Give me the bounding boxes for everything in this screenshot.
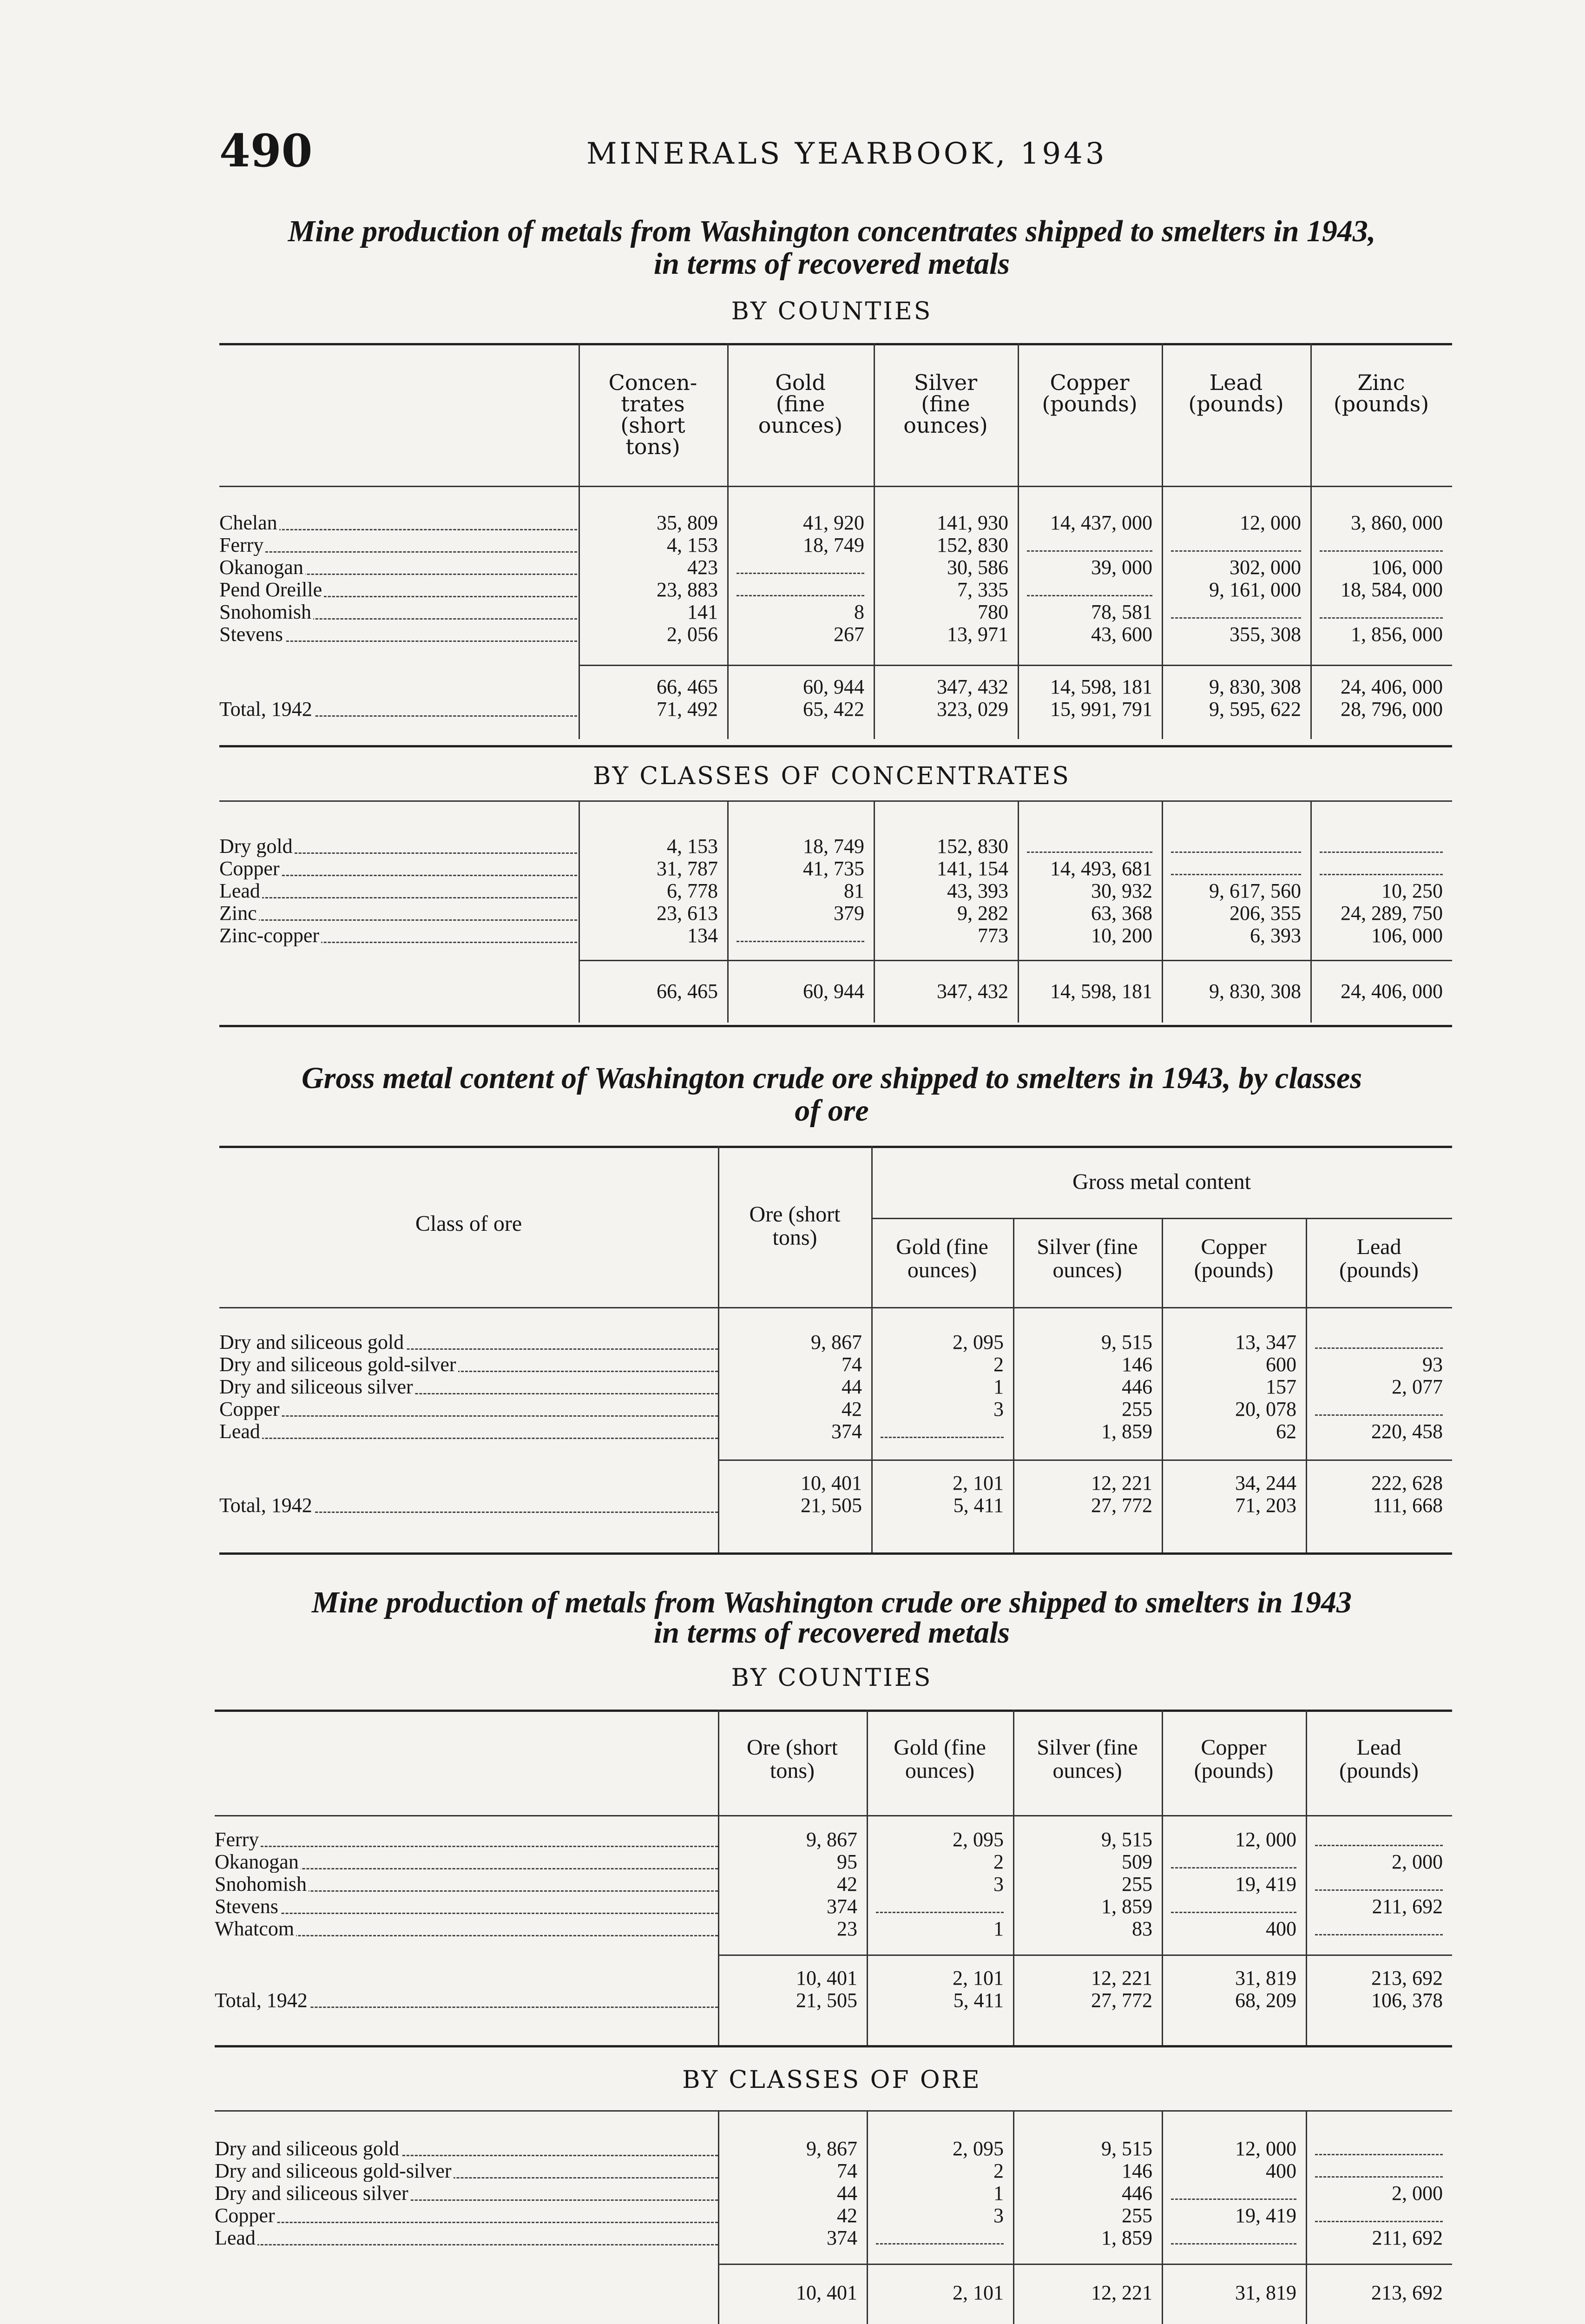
row-label <box>215 1896 718 1917</box>
table-cell: 10, 250 <box>1381 879 1443 902</box>
table-cell: 2, 095 <box>953 1828 1004 1851</box>
table-cell: 2 <box>993 2159 1004 2182</box>
table-title: in terms of recovered metals <box>653 1616 1010 1650</box>
row-label <box>219 1399 718 1420</box>
rule-line <box>219 1552 1452 1555</box>
table-cell: 19, 419 <box>1235 2204 1296 2227</box>
row-label-text: Snohomish <box>215 1874 309 1895</box>
row-label <box>215 1829 718 1850</box>
table-cell: 18, 749 <box>803 835 864 858</box>
table-cell: 95 <box>837 1850 857 1873</box>
table-cell: 374 <box>827 2226 857 2249</box>
table-title: Gross metal content of Washington crude ore shipped to smelters in 1943, by classes <box>301 1061 1362 1095</box>
table-cell: 9, 830, 308 <box>1209 675 1301 698</box>
table-cell: 379 <box>834 902 864 924</box>
table-cell: 27, 772 <box>1091 1494 1152 1517</box>
table-cell: 63, 368 <box>1091 902 1152 924</box>
column-header: Copper (pounds) <box>1194 1235 1274 1282</box>
empty-cell-leader <box>1027 852 1152 853</box>
empty-cell-leader <box>1315 1845 1443 1846</box>
table-cell: 14, 493, 681 <box>1050 857 1152 880</box>
table-cell: 2, 000 <box>1392 1850 1443 1873</box>
empty-cell-leader <box>1315 1347 1443 1349</box>
row-label <box>215 2183 718 2204</box>
empty-cell-leader <box>1171 550 1301 552</box>
rule-line <box>219 745 1452 747</box>
table-title: Mine production of metals from Washington concentrates shipped to smelters in 1943, <box>288 214 1376 248</box>
row-label <box>215 2138 718 2159</box>
table-cell: 255 <box>1122 1873 1152 1895</box>
table-cell: 423 <box>687 556 718 579</box>
table-cell: 2, 095 <box>953 2137 1004 2160</box>
row-label-text: Lead <box>215 2227 257 2249</box>
table-cell: 6, 393 <box>1250 924 1301 947</box>
row-label <box>219 858 577 879</box>
row-label <box>219 836 577 857</box>
column-header: Lead (pounds) <box>1188 370 1284 416</box>
row-label-text: Dry and siliceous silver <box>215 2183 410 2204</box>
table-cell: 35, 809 <box>657 511 718 534</box>
table-cell: 600 <box>1266 1353 1296 1376</box>
table-cell: 400 <box>1266 1917 1296 1940</box>
table-cell: 106, 000 <box>1371 556 1443 579</box>
table-cell: 347, 432 <box>937 675 1008 698</box>
row-label <box>219 903 577 924</box>
dot-leader <box>219 919 577 921</box>
row-label-text: Total, 1942 <box>219 1495 314 1516</box>
row-label-text: Zinc <box>219 903 259 924</box>
table-cell: 10, 401 <box>796 2281 857 2304</box>
row-label-text: Dry and siliceous gold-silver <box>219 1354 458 1375</box>
row-label <box>215 1851 718 1873</box>
empty-cell-leader <box>1315 1414 1443 1416</box>
column-header: Gross metal content <box>1072 1169 1251 1194</box>
table-cell: 6, 778 <box>667 879 718 902</box>
section-subheading: BY COUNTIES <box>731 1664 933 1692</box>
row-label <box>215 2227 718 2249</box>
table-cell: 255 <box>1122 1398 1152 1420</box>
table-cell: 2, 095 <box>953 1331 1004 1353</box>
row-label-text: Stevens <box>219 624 285 645</box>
table-cell: 93 <box>1422 1353 1443 1376</box>
table-cell: 13, 971 <box>947 623 1008 646</box>
table-cell: 2, 101 <box>953 1472 1004 1494</box>
table-cell: 106, 000 <box>1371 924 1443 947</box>
dot-leader <box>219 897 577 898</box>
table-cell: 267 <box>834 623 864 646</box>
row-label-text: Zinc-copper <box>219 925 321 946</box>
empty-cell-leader <box>1171 874 1301 875</box>
table-cell: 31, 787 <box>657 857 718 880</box>
empty-cell-leader <box>1320 874 1443 875</box>
table-cell: 81 <box>844 879 864 902</box>
row-label-text: Okanogan <box>219 557 305 578</box>
table-cell: 2, 101 <box>953 2281 1004 2304</box>
table-cell: 10, 401 <box>801 1472 862 1494</box>
table-cell: 42 <box>837 1873 857 1895</box>
section-subheading: BY CLASSES OF ORE <box>682 2066 981 2094</box>
table-cell: 24, 406, 000 <box>1341 980 1443 1003</box>
table-cell: 12, 000 <box>1235 2137 1296 2160</box>
row-label <box>219 601 577 623</box>
table-cell: 3, 860, 000 <box>1351 511 1443 534</box>
table-cell: 9, 830, 308 <box>1209 980 1301 1003</box>
table-cell: 1, 856, 000 <box>1351 623 1443 646</box>
row-label <box>219 512 577 534</box>
table-cell: 773 <box>978 924 1008 947</box>
table-cell: 134 <box>687 924 718 947</box>
table-cell: 2, 101 <box>953 1967 1004 1989</box>
table-cell: 9, 515 <box>1101 1828 1152 1851</box>
table-cell: 10, 401 <box>796 1967 857 1989</box>
column-header: Zinc (pounds) <box>1333 370 1429 416</box>
table-cell: 23, 613 <box>657 902 718 924</box>
row-label-text: Lead <box>219 1421 262 1442</box>
table-cell: 2, 000 <box>1392 2182 1443 2205</box>
table-cell: 14, 598, 181 <box>1050 980 1152 1003</box>
empty-cell-leader <box>1027 550 1152 552</box>
table-cell: 222, 628 <box>1371 1472 1443 1494</box>
table-cell: 9, 867 <box>806 2137 857 2160</box>
empty-cell-leader <box>1315 2221 1443 2222</box>
table-cell: 66, 465 <box>657 675 718 698</box>
table-cell: 71, 492 <box>657 698 718 720</box>
rule-line <box>718 1954 1452 1956</box>
table-cell: 106, 378 <box>1371 1989 1443 2012</box>
table-cell: 14, 437, 000 <box>1050 511 1152 534</box>
row-label-text: Copper <box>219 858 282 879</box>
rule-line <box>219 343 1452 345</box>
table-cell: 446 <box>1122 1375 1152 1398</box>
row-label <box>219 925 577 946</box>
table-cell: 43, 600 <box>1091 623 1152 646</box>
table-cell: 62 <box>1276 1420 1296 1443</box>
row-label-text: Dry and siliceous gold-silver <box>215 2160 454 2182</box>
table-cell: 74 <box>842 1353 862 1376</box>
row-label-text: Total, 1942 <box>219 699 314 720</box>
table-cell: 31, 819 <box>1235 2281 1296 2304</box>
section-subheading: BY CLASSES OF CONCENTRATES <box>593 762 1071 790</box>
rule-line <box>215 2110 1452 2112</box>
table-cell: 12, 221 <box>1091 1967 1152 1989</box>
row-label-text: Snohomish <box>219 601 313 623</box>
row-label <box>215 1874 718 1895</box>
table-cell: 323, 029 <box>937 698 1008 720</box>
table-cell: 446 <box>1122 2182 1152 2205</box>
table-cell: 23 <box>837 1917 857 1940</box>
table-cell: 8 <box>854 601 864 623</box>
row-label-text: Dry and siliceous gold <box>219 1332 406 1353</box>
row-label-text: Dry gold <box>219 836 295 857</box>
table-cell: 374 <box>827 1895 857 1918</box>
dot-leader <box>219 551 577 553</box>
table-cell: 44 <box>837 2182 857 2205</box>
table-cell: 12, 000 <box>1235 1828 1296 1851</box>
table-cell: 14, 598, 181 <box>1050 675 1152 698</box>
row-label <box>219 579 577 601</box>
column-header: Copper (pounds) <box>1194 1735 1274 1783</box>
row-label <box>215 2205 718 2226</box>
table-cell: 2, 077 <box>1392 1375 1443 1398</box>
empty-cell-leader <box>1315 1889 1443 1891</box>
table-cell: 509 <box>1122 1850 1152 1873</box>
row-label <box>219 624 577 645</box>
table-cell: 2 <box>993 1850 1004 1873</box>
section-subheading: BY COUNTIES <box>731 297 933 325</box>
row-label <box>219 1421 718 1442</box>
row-label-text: Dry and siliceous silver <box>219 1376 415 1398</box>
table-cell: 9, 867 <box>806 1828 857 1851</box>
table-cell: 4, 153 <box>667 534 718 556</box>
table-cell: 213, 692 <box>1371 1967 1443 1989</box>
column-header: Silver (fine ounces) <box>1037 1235 1138 1282</box>
dot-leader <box>215 1913 718 1914</box>
table-cell: 400 <box>1266 2159 1296 2182</box>
table-cell: 41, 920 <box>803 511 864 534</box>
table-cell: 1, 859 <box>1101 1895 1152 1918</box>
empty-cell-leader <box>1315 2176 1443 2178</box>
dot-leader <box>219 1438 718 1439</box>
table-cell: 9, 515 <box>1101 1331 1152 1353</box>
table-cell: 30, 586 <box>947 556 1008 579</box>
table-cell: 68, 209 <box>1235 1989 1296 2012</box>
table-cell: 111, 668 <box>1373 1494 1443 1517</box>
row-label-text: Dry and siliceous gold <box>215 2138 401 2159</box>
rule-line <box>219 800 1452 802</box>
table-cell: 12, 000 <box>1240 511 1301 534</box>
table-cell: 9, 617, 560 <box>1209 879 1301 902</box>
table-cell: 78, 581 <box>1091 601 1152 623</box>
table-cell: 3 <box>993 1873 1004 1895</box>
table-cell: 220, 458 <box>1371 1420 1443 1443</box>
row-label-text: Okanogan <box>215 1851 301 1873</box>
dot-leader <box>215 2222 718 2223</box>
dot-leader <box>215 1846 718 1847</box>
column-header: Gold (fine ounces) <box>894 1735 986 1783</box>
table-title: of ore <box>795 1094 869 1128</box>
table-cell: 141 <box>687 601 718 623</box>
rule-line <box>219 486 1452 487</box>
table-cell: 23, 883 <box>657 578 718 601</box>
table-cell: 1 <box>993 1917 1004 1940</box>
row-label <box>215 1990 718 2011</box>
column-header: Copper (pounds) <box>1042 370 1138 416</box>
table-cell: 5, 411 <box>953 1494 1004 1517</box>
table-cell: 27, 772 <box>1091 1989 1152 2012</box>
rule-line <box>219 1146 1452 1148</box>
table-cell: 206, 355 <box>1230 902 1301 924</box>
table-cell: 21, 505 <box>796 1989 857 2012</box>
table-cell: 7, 335 <box>957 578 1008 601</box>
rule-line <box>215 1815 1452 1816</box>
rule-line <box>579 960 1452 961</box>
table-cell: 3 <box>993 1398 1004 1420</box>
table-cell: 141, 154 <box>937 857 1008 880</box>
table-cell: 31, 819 <box>1235 1967 1296 1989</box>
rule-line <box>219 1307 1452 1308</box>
table-cell: 374 <box>831 1420 862 1443</box>
running-title: MINERALS YEARBOOK, 1943 <box>586 137 1107 171</box>
table-cell: 3 <box>993 2204 1004 2227</box>
table-cell: 141, 930 <box>937 511 1008 534</box>
row-label <box>219 699 577 720</box>
table-cell: 152, 830 <box>937 534 1008 556</box>
row-label-text: Copper <box>219 1399 282 1420</box>
row-label <box>219 1354 718 1375</box>
table-cell: 146 <box>1122 1353 1152 1376</box>
row-label-text: Chelan <box>219 512 279 534</box>
table-cell: 74 <box>837 2159 857 2182</box>
empty-cell-leader <box>1320 617 1443 619</box>
empty-cell-leader <box>1320 852 1443 853</box>
table-cell: 9, 282 <box>957 902 1008 924</box>
page-header <box>219 125 1455 180</box>
column-header: Lead (pounds) <box>1339 1735 1419 1783</box>
table-cell: 1, 859 <box>1101 2226 1152 2249</box>
table-cell: 42 <box>837 2204 857 2227</box>
row-label-text: Copper <box>215 2205 277 2226</box>
table-cell: 9, 595, 622 <box>1209 698 1301 720</box>
column-header: Ore (short tons) <box>747 1735 838 1783</box>
table-cell: 5, 411 <box>953 1989 1004 2012</box>
table-cell: 15, 991, 791 <box>1050 698 1152 720</box>
column-header: Concen- trates (short tons) <box>608 370 697 459</box>
table-cell: 83 <box>1132 1917 1152 1940</box>
table-cell: 18, 749 <box>803 534 864 556</box>
table-cell: 9, 515 <box>1101 2137 1152 2160</box>
row-label-text: Whatcom <box>215 1918 296 1940</box>
empty-cell-leader <box>1171 617 1301 619</box>
row-label-text: Ferry <box>219 535 265 556</box>
dot-leader <box>215 2244 718 2245</box>
table-cell: 1 <box>993 2182 1004 2205</box>
rule-line <box>579 665 1452 666</box>
row-label <box>219 557 577 578</box>
table-cell: 2, 056 <box>667 623 718 646</box>
row-label-text: Pend Oreille <box>219 579 324 601</box>
rule-line <box>215 2045 1452 2047</box>
table-cell: 42 <box>842 1398 862 1420</box>
row-label <box>215 2160 718 2182</box>
row-label <box>219 1376 718 1398</box>
table-cell: 4, 153 <box>667 835 718 858</box>
row-label <box>219 535 577 556</box>
table-cell: 44 <box>842 1375 862 1398</box>
row-label-text: Ferry <box>215 1829 261 1850</box>
table-cell: 152, 830 <box>937 835 1008 858</box>
table-cell: 9, 867 <box>811 1331 862 1353</box>
table-cell: 146 <box>1122 2159 1152 2182</box>
column-header: Ore (short tons) <box>749 1202 841 1250</box>
rule-line <box>718 2264 1452 2265</box>
table-cell: 255 <box>1122 2204 1152 2227</box>
table-cell: 34, 244 <box>1235 1472 1296 1494</box>
table-title: in terms of recovered metals <box>653 247 1010 281</box>
table-cell: 12, 221 <box>1091 2281 1152 2304</box>
table-cell: 10, 200 <box>1091 924 1152 947</box>
empty-cell-leader <box>1320 550 1443 552</box>
table-cell: 780 <box>978 601 1008 623</box>
table-cell: 347, 432 <box>937 980 1008 1003</box>
table-cell: 2 <box>993 1353 1004 1376</box>
column-header: Silver (fine ounces) <box>903 370 988 438</box>
table-cell: 9, 161, 000 <box>1209 578 1301 601</box>
table-cell: 21, 505 <box>801 1494 862 1517</box>
table-cell: 43, 393 <box>947 879 1008 902</box>
table-cell: 18, 584, 000 <box>1341 578 1443 601</box>
table-cell: 30, 932 <box>1091 879 1152 902</box>
table-cell: 1 <box>993 1375 1004 1398</box>
table-title: Mine production of metals from Washington crude ore shipped to smelters in 1943 <box>311 1585 1352 1619</box>
row-label-text: Lead <box>219 880 262 902</box>
row-label <box>219 880 577 902</box>
rule-line <box>718 1459 1452 1461</box>
table-cell: 213, 692 <box>1371 2281 1443 2304</box>
table-cell: 71, 203 <box>1235 1494 1296 1517</box>
column-header: Lead (pounds) <box>1339 1235 1419 1282</box>
empty-cell-leader <box>1315 1934 1443 1935</box>
table-cell: 12, 221 <box>1091 1472 1152 1494</box>
column-header: Class of ore <box>415 1211 522 1236</box>
empty-cell-leader <box>1171 852 1301 853</box>
table-cell: 24, 289, 750 <box>1341 902 1443 924</box>
table-cell: 60, 944 <box>803 675 864 698</box>
table-cell: 65, 422 <box>803 698 864 720</box>
table-cell: 211, 692 <box>1372 1895 1443 1918</box>
dot-leader <box>219 1415 718 1417</box>
table-cell: 1, 859 <box>1101 1420 1152 1443</box>
row-label <box>219 1332 718 1353</box>
column-header: Gold (fine ounces) <box>758 370 843 438</box>
table-cell: 28, 796, 000 <box>1341 698 1443 720</box>
row-label <box>219 1495 718 1516</box>
table-cell: 20, 078 <box>1235 1398 1296 1420</box>
rule-line <box>219 1025 1452 1027</box>
empty-cell-leader <box>1315 2154 1443 2155</box>
table-cell: 60, 944 <box>803 980 864 1003</box>
table-cell: 19, 419 <box>1235 1873 1296 1895</box>
row-label-text: Stevens <box>215 1896 280 1917</box>
table-cell: 24, 406, 000 <box>1341 675 1443 698</box>
table-cell: 355, 308 <box>1230 623 1301 646</box>
column-header: Gold (fine ounces) <box>896 1235 988 1282</box>
table-cell: 39, 000 <box>1091 556 1152 579</box>
row-label-text: Total, 1942 <box>215 1990 309 2011</box>
column-header: Silver (fine ounces) <box>1037 1735 1138 1783</box>
table-cell: 66, 465 <box>657 980 718 1003</box>
table-cell: 157 <box>1266 1375 1296 1398</box>
rule-line <box>215 1710 1452 1712</box>
row-label <box>215 1918 718 1940</box>
table-cell: 211, 692 <box>1372 2226 1443 2249</box>
table-cell: 302, 000 <box>1230 556 1301 579</box>
page-number: 490 <box>219 125 313 177</box>
table-cell: 41, 735 <box>803 857 864 880</box>
table-cell: 13, 347 <box>1235 1331 1296 1353</box>
